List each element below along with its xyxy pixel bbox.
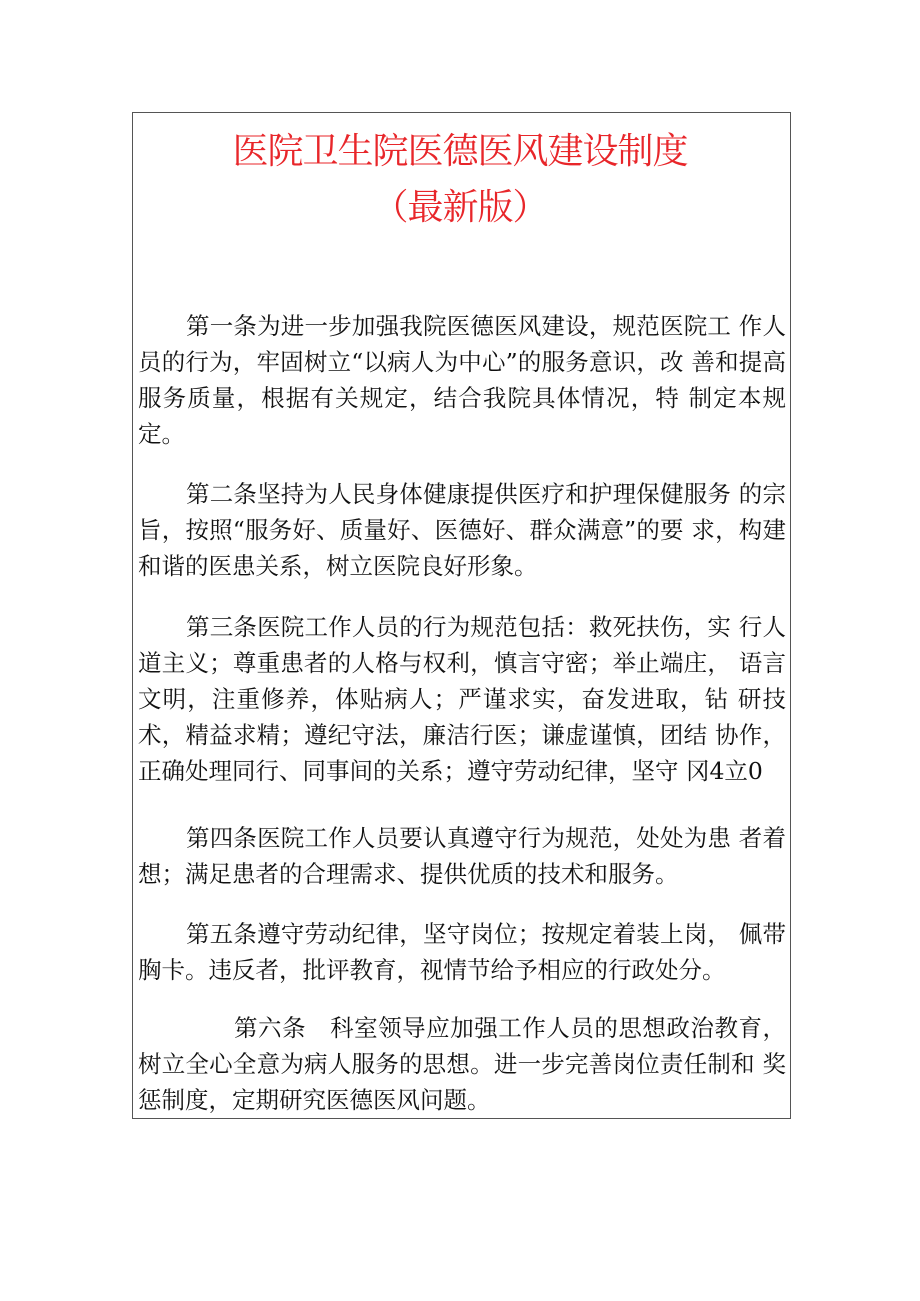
article-4: 第四条医院工作人员要认真遵守行为规范，处处为患 者着想；满足患者的合理需求、提供优质的技术和服务。 bbox=[138, 824, 786, 888]
article-5: 第五条遵守劳动纪律，坚守岗位；按规定着装上岗， 佩带胸卡。违反者，批评教育，视情节给予相应的行政处分。 bbox=[138, 920, 786, 984]
document-subtitle: （最新版） bbox=[372, 187, 548, 228]
article-6: 第六条 科室领导应加强工作人员的思想政治教育， 树立全心全意为病人服务的思想。进一步完善岗位责任制和 奖惩制度，定期研究医德医风问题。 bbox=[138, 1014, 786, 1114]
article-1: 第一条为进一步加强我院医德医风建设，规范医院工 作人员的行为，牢固树立“以病人为中心”的服务意识，改 善和提高服务质量，根据有关规定，结合我院具体情况，特 制定本规定。 bbox=[138, 312, 786, 448]
document-title: 医院卫生院医德医风建设制度 bbox=[232, 131, 688, 172]
article-2: 第二条坚持为人民身体健康提供医疗和护理保健服务 的宗旨，按照“服务好、质量好、医德好、群众满意”的要 求，构建和谐的医患关系，树立医院良好形象。 bbox=[138, 480, 786, 580]
article-3: 第三条医院工作人员的行为规范包括：救死扶伤，实 行人道主义；尊重患者的人格与权利，慎言守密；举止端庄， 语言文明，注重修养，体贴病人；严谨求实，奋发进取，钻 研技术，精益求精；遵纪守法，廉洁行医；谦虚谨慎，团结 协作，正确处理同行、同事间的关系；遵守劳动纪律，坚守 冈4立0 bbox=[138, 613, 786, 785]
